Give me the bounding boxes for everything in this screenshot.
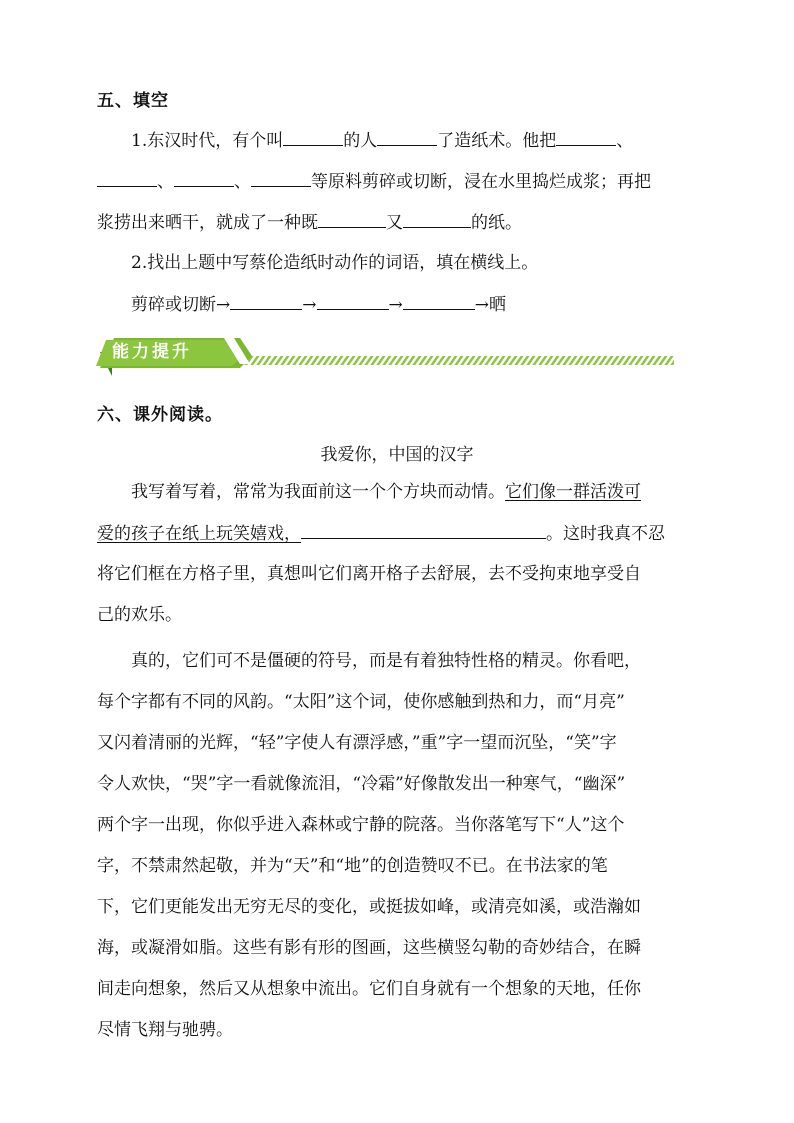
banner-hatch-stripe xyxy=(242,356,674,365)
q2-start-word: 剪碎或切断 xyxy=(131,295,216,315)
q1-text-e: 浆捞出来晒干，就成了一种既 xyxy=(97,213,318,233)
q2-sequence xyxy=(131,293,506,316)
p1-line-1 xyxy=(131,481,641,503)
blank-step-3[interactable] xyxy=(403,293,475,310)
blank-verb[interactable] xyxy=(377,129,437,146)
p1-text: 我写着写着，常常为我面前这一个个方块而动情。 xyxy=(131,482,505,502)
q1-sep-2: 、 xyxy=(234,172,251,192)
p2-line-9: 间走向想象，然后又从想象中流出。它们自身就有一个想象的天地，任你 xyxy=(97,979,641,999)
p2-line-3: 又闪着清丽的光辉，“轻”字使人有漂浮感，”重”字一望而沉坠，“笑”字 xyxy=(97,733,617,753)
p1-text-2: 。这时我真不忍 xyxy=(546,524,665,544)
q1-text-c: 了造纸术。他把 xyxy=(437,131,557,151)
blank-material-3[interactable] xyxy=(174,170,234,187)
p2-line-2: 每个字都有不同的风韵。“太阳”这个词，使你感触到热和力，而“月亮” xyxy=(97,692,625,712)
blank-step-2[interactable] xyxy=(317,293,389,310)
p2-line-1: 真的，它们可不是僵硬的符号，而是有着独特性格的精灵。你看吧， xyxy=(131,651,641,671)
banner-label: 能力提升 xyxy=(112,342,192,362)
blank-paper-quality-1[interactable] xyxy=(318,211,386,228)
blank-simile-continuation[interactable] xyxy=(301,522,546,539)
q1-text-a: 1.东汉时代，有个叫 xyxy=(131,131,284,151)
p1-underlined-text-2: 爱的孩子在纸上玩笑嬉戏， xyxy=(97,524,301,544)
q1-line-3 xyxy=(97,211,522,234)
p2-line-10: 尽情飞翔与驰骋。 xyxy=(97,1020,233,1040)
blank-material-2[interactable] xyxy=(97,170,157,187)
blank-material-1[interactable] xyxy=(556,129,616,146)
p2-line-7: 下，它们更能发出无穷无尽的变化，或挺拔如峰，或清亮如溪，或浩瀚如 xyxy=(97,897,641,917)
arrow-icon: → xyxy=(474,295,489,315)
q1-line-2 xyxy=(97,170,651,193)
q1-line-1 xyxy=(131,129,633,152)
section-6-heading: 六、课外阅读。 xyxy=(97,405,223,425)
arrow-icon: → xyxy=(216,295,231,315)
q1-text-d: 、 xyxy=(616,131,634,151)
q1-text-g: 的纸。 xyxy=(471,213,522,233)
ability-improvement-banner xyxy=(92,334,682,378)
p2-line-6: 字，不禁肃然起敬，并为“天”和“地”的创造赞叹不已。在书法家的笔 xyxy=(97,856,608,876)
p2-line-5: 两个字一出现，你似乎进入森林或宁静的院落。当你落笔写下“人”这个 xyxy=(97,815,625,835)
q1-text-f: 又 xyxy=(386,213,403,233)
q2-end-word: 晒 xyxy=(489,295,506,315)
blank-inventor-name[interactable] xyxy=(283,129,343,146)
blank-paper-quality-2[interactable] xyxy=(403,211,471,228)
blank-step-1[interactable] xyxy=(230,293,302,310)
q1-tail: 等原料剪碎或切断，浸在水里捣烂成浆；再把 xyxy=(311,172,651,192)
q1-text-b: 的人 xyxy=(343,131,378,151)
arrow-icon: → xyxy=(302,295,317,315)
arrow-icon: → xyxy=(388,295,403,315)
blank-material-4[interactable] xyxy=(251,170,311,187)
p1-underlined-text: 它们像一群活泼可 xyxy=(505,482,641,502)
section-5-heading: 五、填空 xyxy=(97,91,169,111)
p2-line-8: 海，或凝滑如脂。这些有影有形的图画，这些横竖勾勒的奇妙结合，在瞬 xyxy=(97,938,641,958)
p2-line-4: 令人欢快，“哭”字一看就像流泪，“冷霜”好像散发出一种寒气，“幽深” xyxy=(97,774,626,794)
q1-sep-1: 、 xyxy=(157,172,174,192)
p1-line-2 xyxy=(97,522,665,545)
p1-line-4: 己的欢乐。 xyxy=(97,605,182,625)
p1-line-3: 将它们框在方格子里，真想叫它们离开格子去舒展，去不受拘束地享受自 xyxy=(97,564,641,584)
article-title: 我爱你，中国的汉字 xyxy=(320,445,474,465)
q2-prompt: 2.找出上题中写蔡伦造纸时动作的词语，填在横线上。 xyxy=(131,253,539,273)
